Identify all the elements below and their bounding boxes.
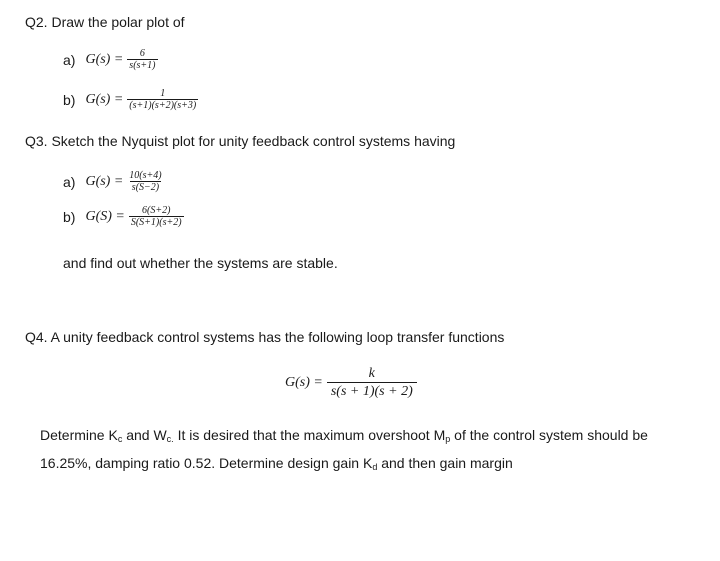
q3a-fraction [127, 170, 163, 193]
q3a-lhs: G(s) = [85, 173, 124, 189]
q2a-denominator: s(s+1) [129, 60, 156, 71]
q4-sub-c: c [117, 434, 123, 444]
q3b-equation [63, 205, 184, 228]
q4-denominator: s(s + 1)(s + 2) [327, 382, 417, 399]
q4-text-2: and W [122, 427, 167, 443]
q4-sub-p: p [445, 434, 451, 444]
q4-text-4: of the control system should be 16.25%, damping ratio 0.52. Determine design gain K [40, 427, 648, 471]
q4-numerator: k [368, 366, 375, 381]
q3a-numerator: 10(s+4) [129, 170, 162, 181]
q2b-numerator: 1 [160, 88, 166, 99]
q2b-fraction [127, 88, 198, 111]
q2a-label: a) [63, 51, 76, 68]
q3b-fraction [129, 205, 184, 228]
q4-paragraph [40, 423, 700, 479]
q4-text-3: It is desired that the maximum overshoot M [173, 427, 446, 443]
q2a-lhs: G(s) = [85, 51, 124, 67]
q4-lhs: G(s) = [285, 374, 323, 390]
q3a-label: a) [63, 173, 76, 190]
q4-fraction [327, 366, 417, 400]
q3b-lhs: G(S) = [85, 208, 125, 224]
q3b-denominator: S(S+1)(s+2) [130, 217, 182, 228]
q3-title: Q3. Sketch the Nyquist plot for unity feedback control systems having [25, 133, 456, 149]
q2b-denominator: (s+1)(s+2)(s+3) [129, 100, 197, 111]
q3b-label: b) [63, 208, 76, 225]
q3a-equation [63, 170, 164, 193]
q2a-fraction [127, 48, 157, 71]
q2a-equation [63, 48, 158, 71]
q3b-numerator: 6(S+2) [141, 205, 171, 216]
q4-sub-d: d [372, 462, 378, 472]
q2-title: Q2. Draw the polar plot of [25, 14, 185, 30]
q4-text-1: Determine K [40, 427, 118, 443]
q3a-denominator: s(S−2) [131, 182, 160, 193]
q2b-label: b) [63, 91, 76, 108]
q2a-numerator: 6 [139, 48, 145, 59]
q2b-equation [63, 88, 198, 111]
q2b-lhs: G(s) = [85, 91, 124, 107]
q4-sub-c2: c. [166, 434, 174, 444]
q4-title: Q4. A unity feedback control systems has the following loop transfer functions [25, 329, 505, 345]
q4-text-5: and then gain margin [377, 455, 513, 471]
q3-footer: and find out whether the systems are stable. [63, 255, 338, 271]
q4-equation [285, 366, 417, 400]
